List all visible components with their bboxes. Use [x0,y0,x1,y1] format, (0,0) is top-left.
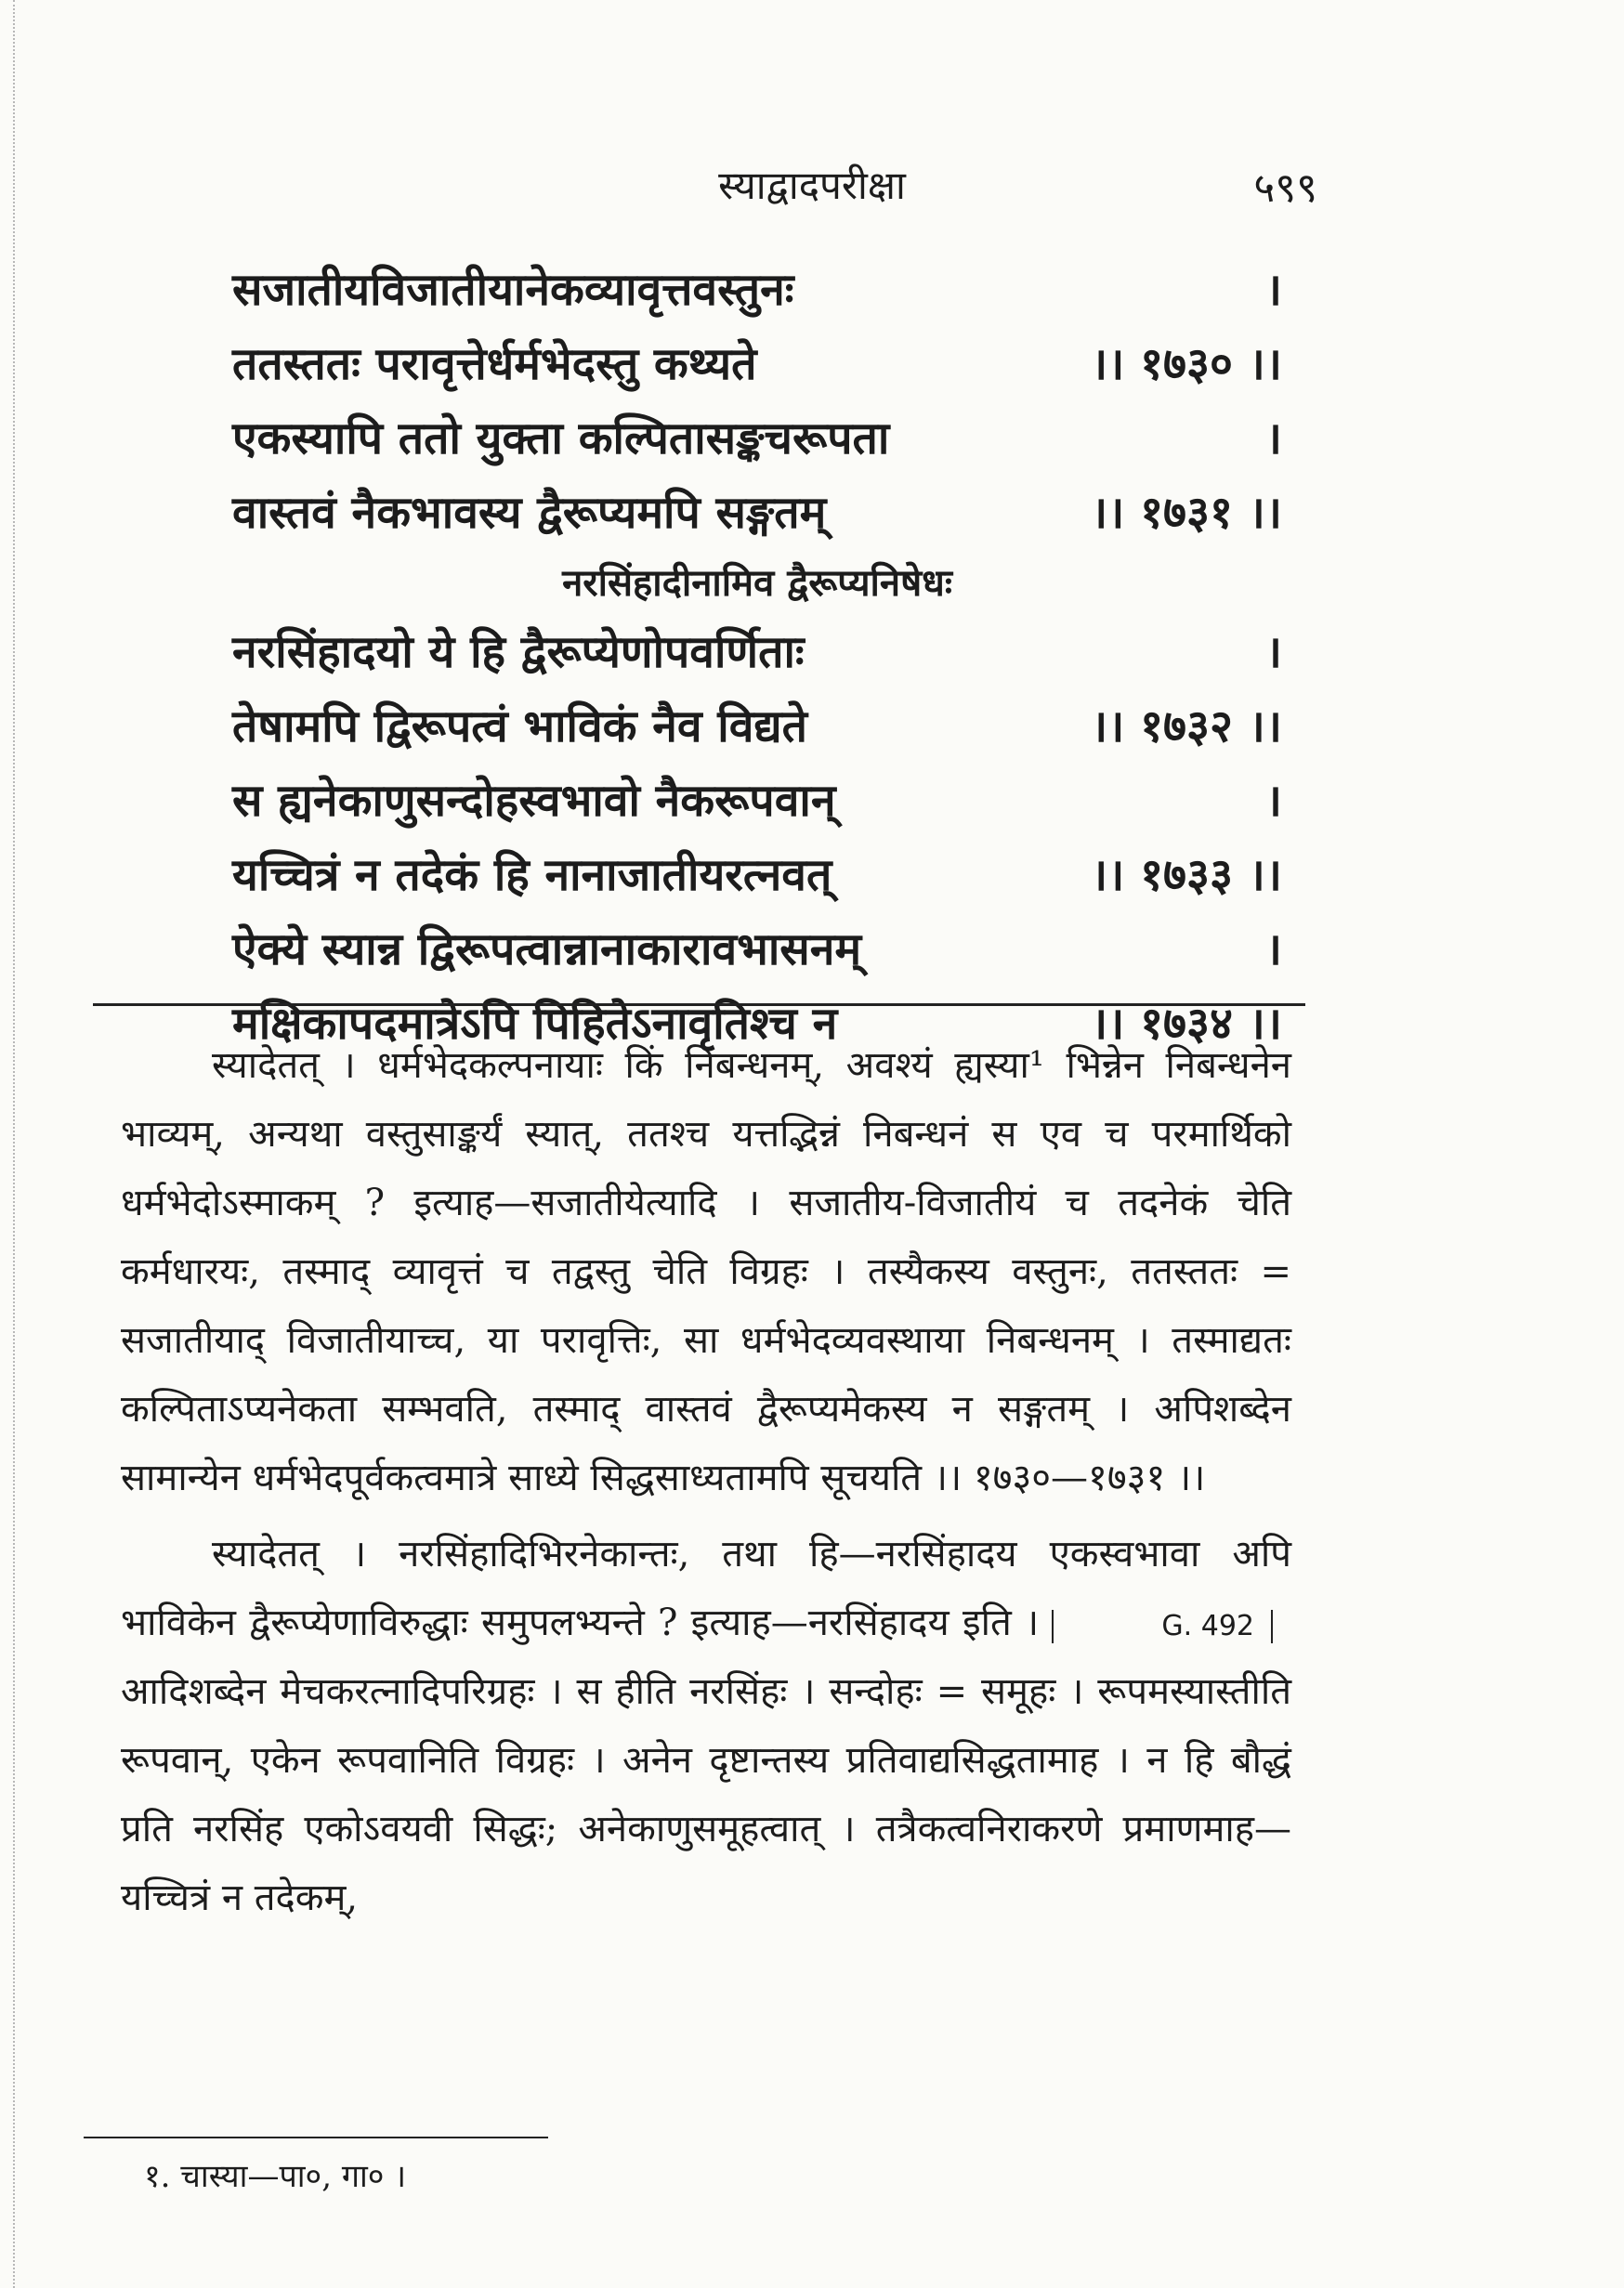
commentary-paragraph: स्यादेतत् । धर्मभेदकल्पनायाः किं निबन्धनम्, अवश्यं ह्यस्या¹ भिन्नेन निबन्धनेन भाव्यम्, अन्यथा वस्तुसाङ्कर्यं स्यात्, ततश्च यत्तद्भिन्नं निबन्धनं स एव च परमार्थिको धर्मभेदोऽस्माकम् ? इत्याह—सजातीयेत्यादि । सजातीय-विजातीयं च तदनेकं चेति कर्मधारयः, तस्माद् व्यावृत्तं च तद्वस्तु चेति विग्रहः । तस्यैकस्य वस्तुनः, ततस्ततः = सजातीयाद् विजातीयाच्च, या परावृत्तिः, सा धर्मभेदव्यवस्थाया निबन्धनम् । तस्माद्यतः कल्पिताऽप्यनेकता सम्भवति, तस्माद् वास्तवं द्वैरूप्यमेकस्य न सङ्गतम् । अपिशब्देन सामान्येन धर्मभेदपूर्वकत्वमात्रे साध्ये सिद्धसाध्यतामपि सूचयति ।। १७३०—१७३१ ।। [121,1044,1291,1499]
verse-end-marker: । [1264,775,1282,827]
verse-line [232,325,1282,399]
commentary-text: स्यादेतत् । नरसिंहादिभिरनेकान्तः, तथा हि—नरसिंहादय एकस्वभावा अपि भाविकेन द्वैरूप्येणाविरुद्धाः समुपलभ्यन्ते ? इत्याह—नरसिंहादय इति । [121,1533,1291,1644]
verse-number: ।। १७३२ ।। [1090,700,1282,752]
verse-number: ।। १७३० ।। [1090,338,1282,390]
verse-text: नरसिंहादयो ये हि द्वैरूप्येणोपवर्णिताः [232,626,805,678]
running-title: स्याद्वादपरीक्षा [718,163,906,208]
verse-end-marker: । [1264,626,1282,678]
section-divider [93,1003,1305,1006]
verse-line [232,613,1282,687]
verse-number: ।। १७३३ ।। [1090,849,1282,901]
verse-end-marker: । [1264,923,1282,975]
binding-edge [0,0,15,2288]
verse-end-marker: । [1264,412,1282,464]
verse-number: ।। १७३१ ।। [1090,487,1282,539]
verse-line [232,687,1282,762]
verse-text: एकस्यापि ततो युक्ता कल्पितासङ्कचरूपता [232,412,890,464]
footnote: १. चास्या—पा०, गा० । [144,2158,407,2195]
verse-line [232,399,1282,474]
verse-line [232,251,1282,325]
verse-text: स ह्यनेकाणुसन्दोहस्वभावो नैकरूपवान् [232,775,836,827]
verse-line [232,836,1282,910]
verse-end-marker: । [1264,264,1282,316]
verse-line [232,474,1282,548]
verse-text: ततस्ततः परावृत्तेर्धर्मभेदस्तु कथ्यते [232,338,757,390]
verse-line [232,762,1282,836]
page-number: ५९९ [1253,164,1317,212]
verse-text: सजातीयविजातीयानेकव्यावृत्तवस्तुनः [232,264,794,316]
verse-line [232,910,1282,985]
commentary-block [121,1031,1291,1940]
verse-text: मक्षिकापदमात्रेऽपि पिहितेऽनावृतिश्च न [232,998,838,1050]
commentary-paragraph [121,1520,1291,1932]
verse-text: वास्तवं नैकभावस्य द्वैरूप्यमपि सङ्गतम् [232,487,827,539]
verse-text: तेषामपि द्विरूपत्वं भाविकं नैव विद्यते [232,700,807,752]
verse-block [232,251,1282,1059]
verse-number: ।। १७३४ ।। [1090,998,1282,1050]
footnote-divider [84,2137,548,2138]
running-header [0,149,1624,214]
verse-text: ऐक्ये स्यान्न द्विरूपत्वान्नानाकारावभासनम् [232,923,862,975]
commentary-text: आदिशब्देन मेचकरत्नादिपरिग्रहः । स हीति नरसिंहः । सन्दोहः = समूहः । रूपमस्यास्तीति रूपवान्, एकेन रूपवानिति विग्रहः । अनेन दृष्टान्तस्य प्रतिवाद्यसिद्धतामाह । न हि बौद्धं प्रति नरसिंह एकोऽवयवी सिद्धः; अनेकाणुसमूहत्वात् । तत्रैकत्वनिराकरणे प्रमाणमाह—यच्चित्रं न तदेकम्, [121,1670,1291,1919]
section-heading: नरसिंहादीनामिव द्वैरूप्यनिषेधः [562,561,952,605]
page-reference: G. 492 [1052,1610,1273,1643]
verse-text: यच्चित्रं न तदेकं हि नानाजातीयरत्नवत् [232,849,832,901]
